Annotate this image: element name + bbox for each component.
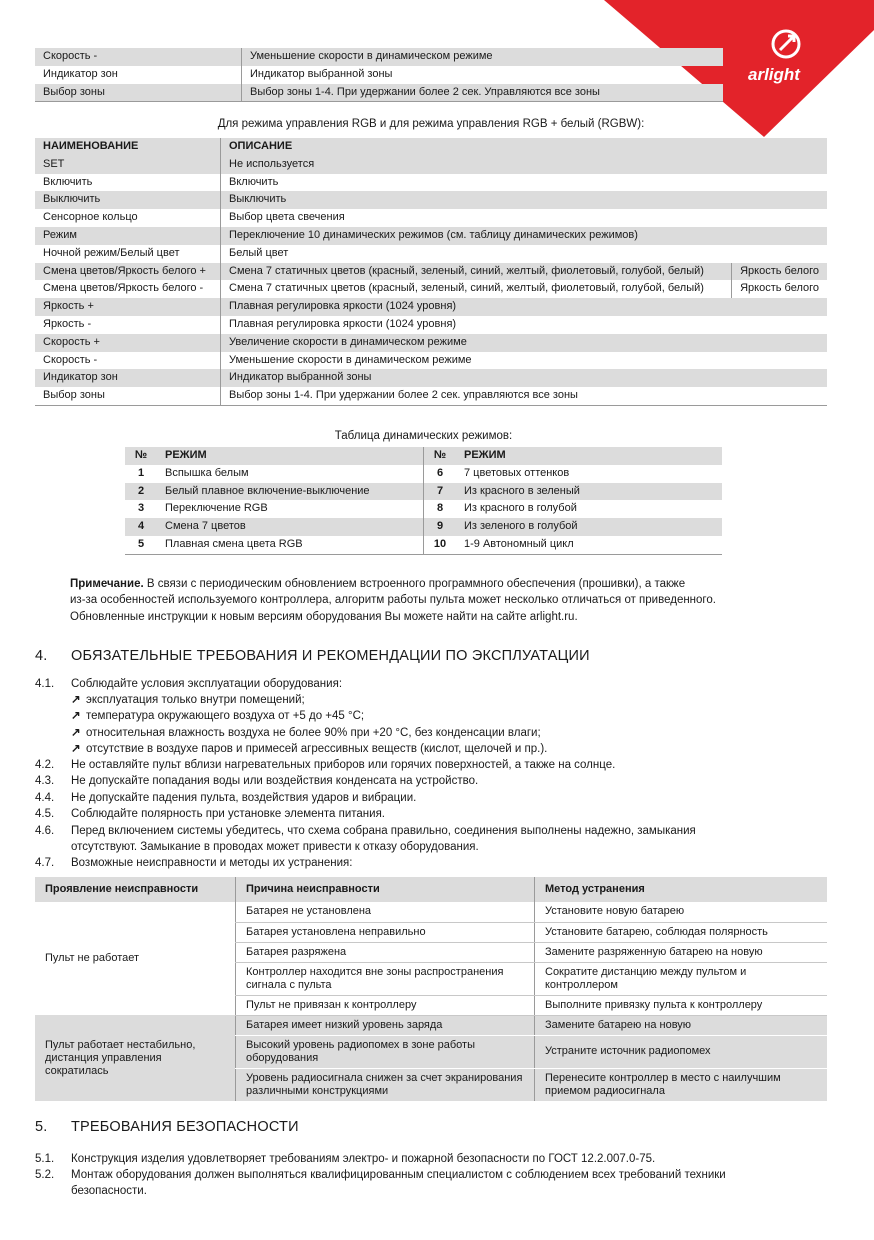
cell-name: Режим xyxy=(35,227,221,245)
cause-cell: Батарея установлена неправильно xyxy=(236,922,535,942)
cause-cell: Батарея не установлена xyxy=(236,902,535,922)
mode-name: Из красного в зеленый xyxy=(456,483,722,501)
table-row xyxy=(35,174,827,192)
symptom-cell: Пульт работает нестабильно, дистанция управления сократилась xyxy=(35,1015,236,1101)
mode-number: 8 xyxy=(424,500,457,518)
cause-cell: Высокий уровень радиопомех в зоне работы оборудования xyxy=(236,1035,535,1068)
table-row xyxy=(35,245,827,263)
item-4-5: 4.5. Соблюдайте полярность при установке элемента питания. xyxy=(35,808,386,820)
arrow-icon: ↗ xyxy=(71,742,81,755)
cell-name: Скорость - xyxy=(43,353,98,366)
cell-name: Скорость - xyxy=(35,48,242,66)
cell-name: SET xyxy=(35,156,221,174)
mode-number: 1 xyxy=(137,466,145,479)
section4-number: 4. xyxy=(35,648,48,664)
header-mode: РЕЖИМ xyxy=(157,447,424,465)
item-4-1: 4.1. Соблюдайте условия эксплуатации оборудования: xyxy=(35,678,343,690)
cell-desc: Уменьшение скорости в динамическом режиме xyxy=(221,352,828,370)
header-fix: Метод устранения xyxy=(535,877,828,902)
table-header-row xyxy=(35,138,827,156)
fix-cell: Замените батарею на новую xyxy=(535,1015,828,1035)
logo-text: arlight xyxy=(748,65,800,84)
header-mode: РЕЖИМ xyxy=(456,447,722,465)
table-row xyxy=(35,227,827,245)
table-row xyxy=(35,1015,827,1035)
arrow-icon: ↗ xyxy=(71,710,81,723)
item-4-4: 4.4. Не допускайте падения пульта, воздействия ударов и вибрации. xyxy=(35,792,417,804)
cell-name: Яркость - xyxy=(43,317,92,330)
mode-name: Переключение RGB xyxy=(165,502,268,515)
cell-desc: Переключение 10 динамических режимов (см. таблицу динамических режимов) xyxy=(221,227,828,245)
fix-cell: Перенесите контроллер в место с наилучшим приемом радиосигнала xyxy=(535,1068,828,1101)
table-row xyxy=(35,334,827,352)
item-5-1: 5.1. Конструкция изделия удовлетворяет требованиям электро- и пожарной безопасности по ГОСТ 12.2.007.0-75. xyxy=(35,1153,656,1165)
rgb-caption: Для режима управления RGB и для режима управления RGB + белый (RGBW): xyxy=(217,118,645,130)
mode-number: 4 xyxy=(125,518,157,536)
fix-cell: Сократите дистанцию между пультом и контроллером xyxy=(535,962,828,995)
bullet-list xyxy=(71,692,547,757)
list-item: ↗ относительная влажность воздуха не более 90% при +20 °C, без конденсации влаги; xyxy=(71,725,547,741)
table-row xyxy=(35,191,827,209)
cause-cell: Батарея разряжена xyxy=(236,942,535,962)
item-4-2: 4.2. Не оставляйте пульт вблизи нагревательных приборов или горячих поверхностей, а также на солнце. xyxy=(35,759,616,771)
cell-desc: Выбор цвета свечения xyxy=(221,209,828,227)
dynamic-modes-table xyxy=(125,447,722,555)
table-row xyxy=(35,316,827,334)
header-symptom: Проявление неисправности xyxy=(35,877,236,902)
section5-title: ТРЕБОВАНИЯ БЕЗОПАСНОСТИ xyxy=(71,1119,299,1135)
cell-desc: Индикатор выбранной зоны xyxy=(242,66,724,84)
cell-name: Смена цветов/Яркость белого + xyxy=(35,263,221,281)
table-row xyxy=(35,369,827,387)
mode-number: 3 xyxy=(137,502,145,515)
item-4-3: 4.3. Не допускайте попадания воды или воздействия конденсата на устройство. xyxy=(35,775,479,787)
note-label: Примечание. xyxy=(70,578,144,590)
cell-name: Включить xyxy=(43,175,93,188)
mode-number: 9 xyxy=(424,518,457,536)
cell-desc: Индикатор выбранной зоны xyxy=(221,369,828,387)
table-header-row xyxy=(35,877,827,902)
table-row xyxy=(35,156,827,174)
cell-name: Выбор зоны xyxy=(35,387,221,405)
item-4-7: 4.7. Возможные неисправности и методы их устранения: xyxy=(35,857,353,869)
table-row xyxy=(125,483,722,501)
dynamic-caption: Таблица динамических режимов: xyxy=(334,430,513,442)
cell-desc: Уменьшение скорости в динамическом режиме xyxy=(242,48,724,66)
mode-name: Смена 7 цветов xyxy=(157,518,424,536)
cause-cell: Контроллер находится вне зоны распространения сигнала с пульта xyxy=(236,962,535,995)
mode-number: 10 xyxy=(424,536,457,554)
cell-desc: Выбор зоны 1-4. При удержании более 2 сек. Управляются все зоны xyxy=(242,84,724,102)
list-item: ↗ отсутствие в воздухе паров и примесей агрессивных веществ (кислот, щелочей и пр.). xyxy=(71,741,547,757)
item-4-6: 4.6. Перед включением системы убедитесь, что схема собрана правильно, соединения выполнены надежно, замыкания отсутствуют. Замыкание в проводах может привести к отказу оборудования. xyxy=(35,825,696,853)
fix-cell: Установите батарею, соблюдая полярность xyxy=(535,922,828,942)
note-line1: В связи с периодическим обновлением встроенного программного обеспечения (прошивки), а также xyxy=(143,578,686,590)
table-row xyxy=(35,66,723,84)
cell-desc: Выбор зоны 1-4. При удержании более 2 сек. управляются все зоны xyxy=(221,387,828,405)
table-row xyxy=(35,352,827,370)
header-num: № xyxy=(125,447,157,465)
cell-name: Смена цветов/Яркость белого - xyxy=(43,282,204,295)
cell-desc: Включить xyxy=(221,174,828,192)
cell-desc: Смена 7 статичных цветов (красный, зеленый, синий, желтый, фиолетовый, голубой, белый) xyxy=(221,263,732,281)
top-table xyxy=(35,48,723,102)
cell-name: Яркость + xyxy=(35,298,221,316)
cell-name: Выключить xyxy=(35,191,221,209)
cell-name: Выбор зоны xyxy=(35,84,242,102)
cell-extra: Яркость белого xyxy=(732,263,827,281)
header-num: № xyxy=(424,447,457,465)
table-row xyxy=(35,263,827,281)
mode-name: Из красного в голубой xyxy=(464,502,577,515)
rgb-controls-table xyxy=(35,138,827,406)
mode-name: Плавная смена цвета RGB xyxy=(157,536,424,554)
mode-name: 1-9 Автономный цикл xyxy=(456,536,722,554)
cell-desc: Смена 7 статичных цветов (красный, зеленый, синий, желтый, фиолетовый, голубой, белый) xyxy=(221,280,732,298)
table-row xyxy=(35,298,827,316)
section5-number: 5. xyxy=(35,1119,48,1135)
cause-cell: Пульт не привязан к контроллеру xyxy=(236,995,535,1015)
mode-number: 7 xyxy=(424,483,457,501)
arrow-icon: ↗ xyxy=(71,694,81,706)
cell-desc: Плавная регулировка яркости (1024 уровня) xyxy=(221,316,828,334)
header-name: НАИМЕНОВАНИЕ xyxy=(35,138,221,156)
header-cause: Причина неисправности xyxy=(236,877,535,902)
table-row xyxy=(125,465,722,483)
mode-number: 2 xyxy=(125,483,157,501)
cause-cell: Уровень радиосигнала снижен за счет экранирования различными конструкциями xyxy=(236,1068,535,1101)
table-row xyxy=(125,536,722,554)
arrow-icon: ↗ xyxy=(71,726,81,739)
cell-name: Индикатор зон xyxy=(43,67,118,80)
cell-name: Ночной режим/Белый цвет xyxy=(43,246,180,259)
note-line2: из-за особенностей используемого контроллера, алгоритм работы пульта может несколько отличаться от приведенного. xyxy=(70,594,716,607)
mode-name: Вспышка белым xyxy=(165,466,249,479)
item-5-2: 5.2. Монтаж оборудования должен выполняться квалифицированным специалистом с соблюдением всех требований техники безопасности. xyxy=(35,1169,726,1197)
mode-name: Из зеленого в голубой xyxy=(456,518,722,536)
cell-desc: Плавная регулировка яркости (1024 уровня) xyxy=(221,298,828,316)
section4-title: ОБЯЗАТЕЛЬНЫЕ ТРЕБОВАНИЯ И РЕКОМЕНДАЦИИ ПО ЭКСПЛУАТАЦИИ xyxy=(71,648,590,664)
symptom-cell: Пульт не работает xyxy=(45,952,140,964)
table-row xyxy=(35,209,827,227)
table-row xyxy=(125,500,722,518)
cell-desc: Белый цвет xyxy=(221,245,828,263)
table-row xyxy=(35,280,827,298)
table-header-row xyxy=(125,447,722,465)
table-row xyxy=(35,84,723,102)
fix-cell: Замените разряженную батарею на новую xyxy=(535,942,828,962)
mode-number: 5 xyxy=(125,536,157,554)
cell-name: Индикатор зон xyxy=(35,369,221,387)
cell-desc: Увеличение скорости в динамическом режиме xyxy=(221,334,828,352)
cell-name: Сенсорное кольцо xyxy=(43,211,138,224)
mode-name: 7 цветовых оттенков xyxy=(464,466,570,479)
list-item: ↗ эксплуатация только внутри помещений; xyxy=(71,692,547,708)
note xyxy=(70,576,716,625)
faults-table xyxy=(35,877,827,1102)
note-line3: Обновленные инструкции к новым версиям оборудования Вы можете найти на сайте arlight.ru. xyxy=(70,610,578,623)
list-item: ↗ температура окружающего воздуха от +5 до +45 °C; xyxy=(71,708,547,724)
mode-name: Белый плавное включение-выключение xyxy=(157,483,424,501)
header-desc: ОПИСАНИЕ xyxy=(221,138,828,156)
table-row xyxy=(35,387,827,405)
mode-number: 6 xyxy=(424,465,457,483)
table-row xyxy=(35,48,723,66)
cause-cell: Батарея имеет низкий уровень заряда xyxy=(236,1015,535,1035)
table-row xyxy=(35,902,827,922)
cell-extra: Яркость белого xyxy=(732,280,827,298)
fix-cell: Установите новую батарею xyxy=(535,902,828,922)
table-row xyxy=(125,518,722,536)
cell-name: Скорость + xyxy=(35,334,221,352)
fix-cell: Устраните источник радиопомех xyxy=(535,1035,828,1068)
cell-desc: Выключить xyxy=(221,191,828,209)
fix-cell: Выполните привязку пульта к контроллеру xyxy=(535,995,828,1015)
cell-desc: Не используется xyxy=(221,156,828,174)
